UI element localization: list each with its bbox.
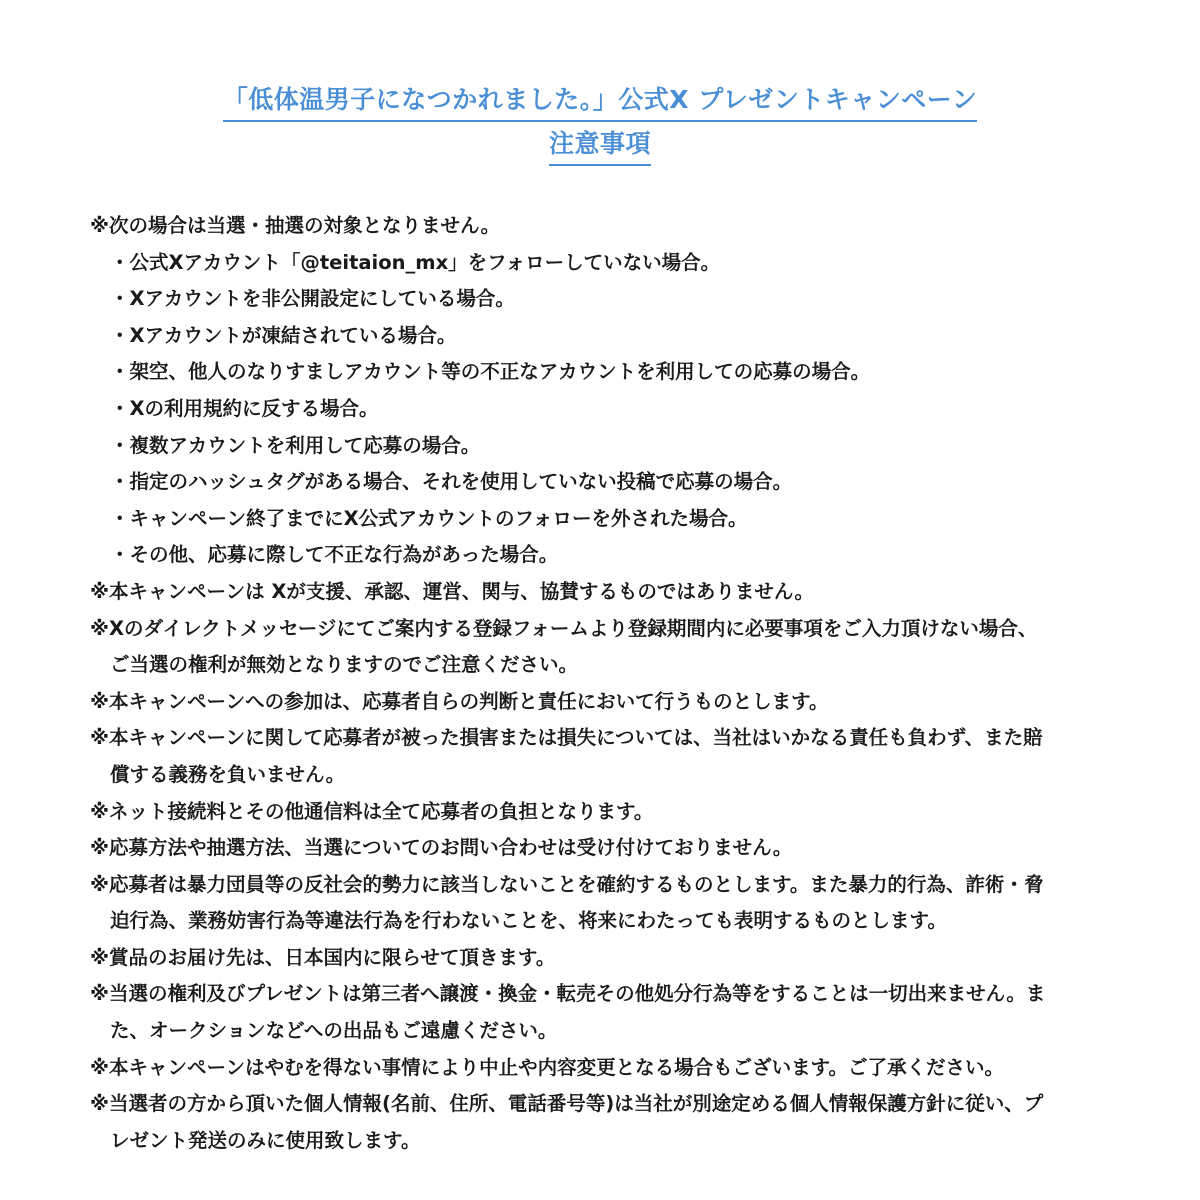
note-bullet: ・指定のハッシュタグがある場合、それを使用していない投稿で応募の場合。 [110, 470, 793, 494]
campaign-title-text: 「低体温男子になつかれました。」公式X プレゼントキャンペーン [223, 80, 977, 122]
note-bullet: ・複数アカウントを利用して応募の場合。 [110, 433, 481, 457]
note-line: ※本キャンペーンはやむを得ない事情により中止や内容変更となる場合もございます。ご了承ください。 [90, 1055, 1005, 1079]
note-bullet: ・その他、応募に際して不正な行為があった場合。 [110, 543, 559, 567]
note-line: ※本キャンペーンへの参加は、応募者自らの判断と責任において行うものとします。 [90, 689, 829, 713]
note-bullet: ・キャンペーン終了までにX公式アカウントのフォローを外された場合。 [110, 506, 748, 530]
note-continuation: 償する義務を負いません。 [110, 762, 346, 786]
note-line: ※本キャンペーンに関して応募者が被った損害または損失については、当社はいかなる責任も負わず、また賠 [90, 726, 1043, 750]
note-continuation: た、オークションなどへの出品もご遠慮ください。 [110, 1019, 558, 1043]
note-line: ※応募者は暴力団員等の反社会的勢力に該当しないことを確約するものとします。また暴力的行為、詐術・脅 [90, 872, 1044, 896]
note-line: ※次の場合は当選・抽選の対象となりません。 [90, 214, 501, 237]
note-line: ※賞品のお届け先は、日本国内に限らせて頂きます。 [90, 945, 556, 969]
note-continuation: ご当選の権利が無効となりますのでご注意ください。 [110, 653, 579, 677]
campaign-title [0, 80, 1200, 122]
note-continuation: 迫行為、業務妨害行為等違法行為を行わないことを、将来にわたっても表明するものとします。 [110, 909, 947, 933]
note-line: ※当選の権利及びプレゼントは第三者へ譲渡・換金・転売その他処分行為等をすることは一切出来ません。ま [90, 982, 1046, 1006]
note-continuation: レゼント発送のみに使用致します。 [110, 1128, 421, 1152]
note-bullet: ・Xアカウントが凍結されている場合。 [110, 323, 457, 347]
note-line: ※Xのダイレクトメッセージにてご案内する登録フォームより登録期間内に必要事項をご入力頂けない場合、 [90, 616, 1038, 640]
note-line: ※ネット接続料とその他通信料は全て応募者の負担となります。 [90, 799, 654, 823]
note-line: ※本キャンペーンは Xが支援、承認、運営、関与、協賛するものではありません。 [90, 579, 815, 603]
note-bullet: ・Xの利用規約に反する場合。 [110, 396, 379, 420]
note-bullet: ・Xアカウントを非公開設定にしている場合。 [110, 287, 515, 311]
notice-heading-text: 注意事項 [549, 124, 651, 166]
note-bullet: ・架空、他人のなりすましアカウント等の不正なアカウントを利用しての応募の場合。 [110, 360, 871, 384]
note-line: ※応募方法や抽選方法、当選についてのお問い合わせは受け付けておりません。 [90, 836, 793, 860]
notes-list [90, 208, 1120, 1159]
note-line: ※当選者の方から頂いた個人情報(名前、住所、電話番号等)は当社が別途定める個人情報保護方針に従い、プ [90, 1092, 1044, 1116]
notice-heading [0, 124, 1200, 166]
note-bullet: ・公式Xアカウント「@teitaion_mx」をフォローしていない場合。 [110, 250, 721, 274]
